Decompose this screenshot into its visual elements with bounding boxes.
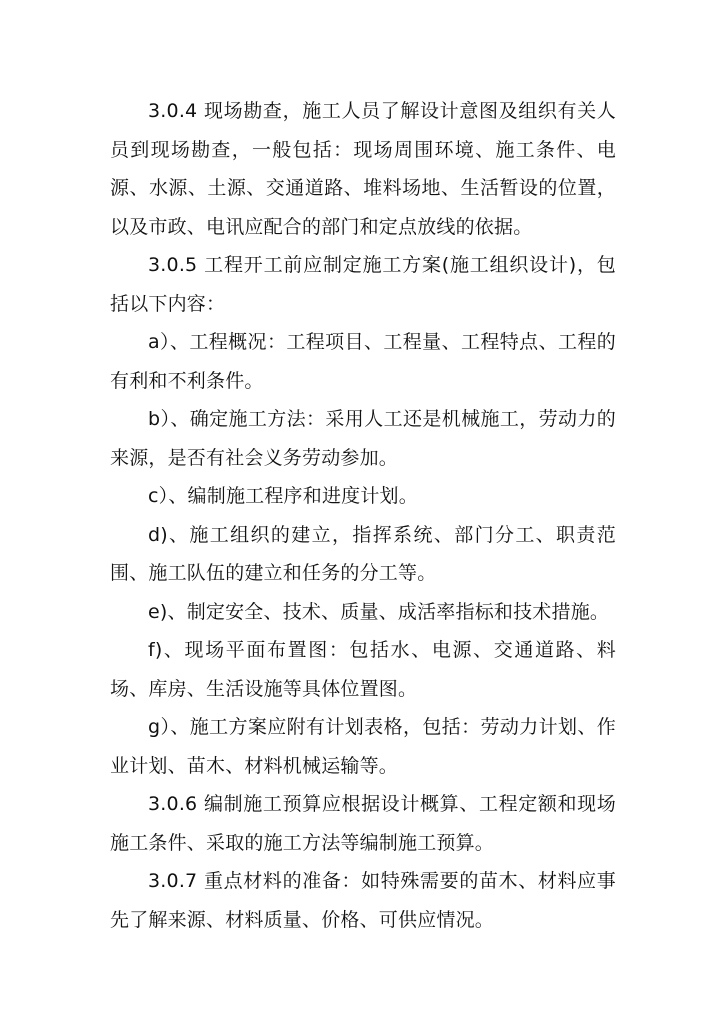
paragraph-3-0-7: 3.0.7 重点材料的准备：如特殊需要的苗木、材料应事先了解来源、材料质量、价格、可供应情况。	[110, 870, 616, 931]
list-item-e: e)、制定安全、技术、质量、成活率指标和技术措施。	[148, 600, 610, 623]
paragraph-3-0-5: 3.0.5 工程开工前应制定施工方案(施工组织设计)，包括以下内容：	[110, 254, 616, 315]
list-item-d: d)、施工组织的建立，指挥系统、部门分工、职责范围、施工队伍的建立和任务的分工等。	[110, 523, 616, 584]
list-item-c: c）、编制施工程序和进度计划。	[148, 485, 418, 507]
list-item-a: a）、工程概况：工程项目、工程量、工程特点、工程的有利和不利条件。	[110, 331, 616, 392]
list-item-b: b）、确定施工方法：采用人工还是机械施工，劳动力的来源，是否有社会义务劳动参加。	[110, 408, 616, 469]
list-item-g: g）、施工方案应附有计划表格，包括：劳动力计划、作业计划、苗木、材料机械运输等。	[110, 716, 616, 777]
paragraph-3-0-6: 3.0.6 编制施工预算应根据设计概算、工程定额和现场施工条件、采取的施工方法等编制施工预算。	[110, 793, 616, 854]
paragraph-3-0-4: 3.0.4 现场勘查，施工人员了解设计意图及组织有关人员到现场勘查，一般包括：现场周围环境、施工条件、电源、水源、土源、交通道路、堆料场地、生活暂设的位置，以及市政、电讯应配合的部门和定点放线的依据。	[110, 100, 616, 238]
list-item-f: f)、现场平面布置图：包括水、电源、交通道路、料场、库房、生活设施等具体位置图。	[110, 639, 616, 700]
document-page	[110, 92, 616, 939]
